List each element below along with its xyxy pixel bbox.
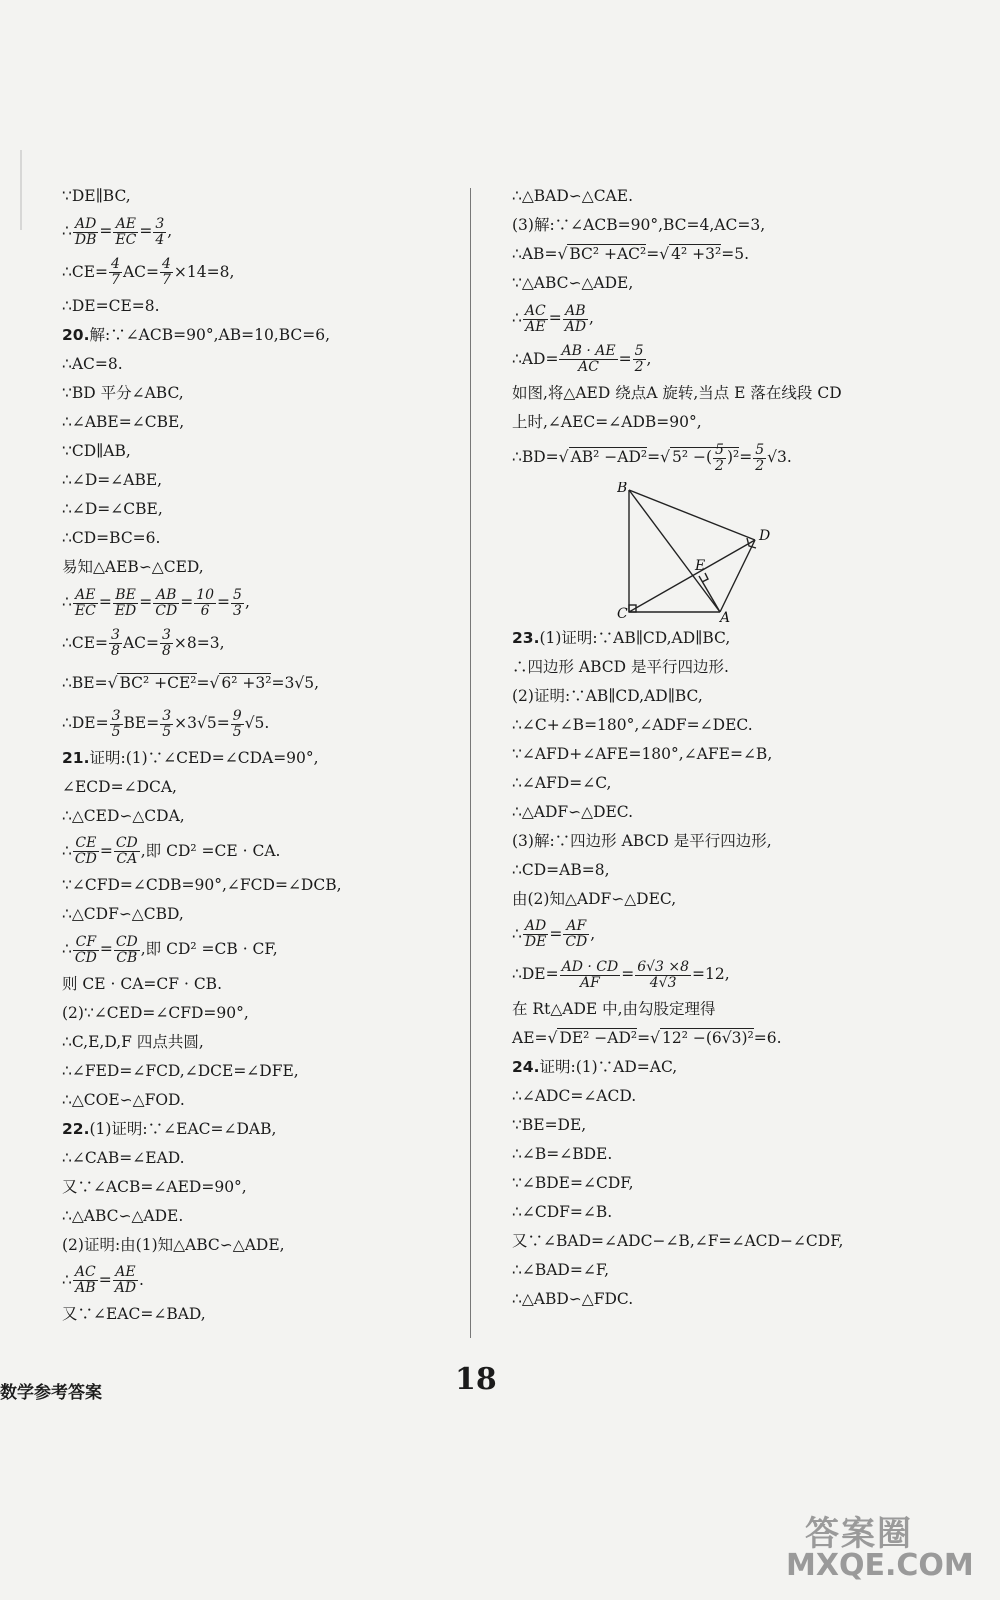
text-line: ∴△CDF∽△CBD, [62, 905, 184, 923]
text-line: ∵∠BDE=∠CDF, [512, 1173, 634, 1192]
sqrt-line: ∴BE=√ BC² +CE²=√ 6² +3²=3√5, [62, 674, 319, 692]
fraction-line: ∴ $\frac{CE}{CD}$ = $\frac{CD}{CA}$ ,即 CD² =CE · CA. [62, 835, 281, 867]
question-23-line: 23.(1)证明:∵AB∥CD,AD∥BC, [512, 628, 731, 647]
fraction-line: ∴ $\frac{AD}{DB}$ = $\frac{AE}{EC}$ = $\frac{3}{4}$ , [62, 215, 173, 248]
text-line: 在 Rt△ADE 中,由勾股定理得 [512, 999, 716, 1018]
text-line: ∴四边形 ABCD 是平行四边形. [512, 657, 729, 676]
watermark-logo: 答案圈 [805, 1514, 913, 1554]
text-line: (2)证明:∵AB∥CD,AD∥BC, [512, 686, 703, 705]
text-line: (3)解:∵∠ACB=90°,BC=4,AC=3, [512, 216, 766, 234]
text-line: ∴CD=BC=6. [62, 529, 161, 547]
label-c: C [617, 605, 628, 622]
text-line: 上时,∠AEC=∠ADB=90°, [512, 413, 702, 431]
text-line: ∴∠ABE=∠CBE, [62, 413, 185, 431]
text-line: 易知△AEB∽△CED, [62, 558, 204, 576]
sqrt-fraction-line: ∴BD=√ AB² −AD²=√ 5² −( $\frac{5}{2}$ )²= $\frac{5}{2}$ √3. [512, 441, 792, 474]
question-24-line: 24.证明:(1)∵AD=AC, [512, 1057, 678, 1076]
question-22-line: 22.(1)证明:∵∠EAC=∠DAB, [62, 1119, 277, 1138]
fraction-line: ∴ $\frac{AE}{EC}$ = $\frac{BE}{ED}$ = $\frac{AB}{CD}$ = $\frac{10}{6}$ = $\frac{5}{3}$ , [62, 586, 250, 619]
text-line: 则 CE · CA=CF · CB. [62, 974, 222, 993]
text-line: ∵BE=DE, [512, 1115, 587, 1134]
fraction-line: ∴CE= $\frac{4}{7}$ AC= $\frac{4}{7}$ ×14=8, [62, 256, 235, 288]
fraction: $\frac{AF}{CD}$ [565, 918, 588, 950]
text-line: ∴△CED∽△CDA, [62, 806, 185, 825]
label-b: B [617, 481, 628, 496]
sqrt-line: ∴AB=√ BC² +AC²=√ 4² +3²=5. [512, 245, 750, 263]
fraction-line: ∴DE= $\frac{3}{5}$ BE= $\frac{3}{5}$ ×3√5= $\frac{9}{5}$ √5. [62, 707, 270, 740]
text-line: 又∵∠EAC=∠BAD, [62, 1305, 206, 1323]
text-line: ∴△ADF∽△DEC. [512, 802, 634, 821]
fraction-line: ∴ $\frac{CF}{CD}$ = $\frac{CD}{CB}$ ,即 CD² =CB · CF, [62, 933, 278, 966]
footer-label: 数学参考答案 [0, 1383, 102, 1403]
label-a: A [720, 609, 731, 622]
fraction-line: ∴ $\frac{AC}{AB}$ = $\frac{AE}{AD}$ . [62, 1264, 144, 1296]
text-line: 由(2)知△ADF∽△DEC, [512, 889, 677, 908]
fraction: $\frac{5}{2}$ [755, 441, 765, 474]
fraction-line: ∴CE= $\frac{3}{8}$ AC= $\frac{3}{8}$ ×8=3, [62, 627, 225, 659]
fraction: $\frac{AB}{AD}$ [564, 302, 587, 335]
fraction: $\frac{CF}{CD}$ [74, 933, 97, 966]
text-line: ∴△BAD∽△CAE. [512, 187, 633, 205]
text-line: ∴∠D=∠ABE, [62, 471, 163, 489]
fraction: $\frac{AD}{DB}$ [74, 215, 97, 248]
fraction: $\frac{3}{5}$ [162, 707, 172, 740]
question-20-line: 20.解:∵∠ACB=90°,AB=10,BC=6, [62, 326, 331, 344]
text-line: ∴C,E,D,F 四点共圆, [62, 1032, 204, 1051]
fraction: $\frac{6√3 \times 8}{4√3}$ [637, 958, 690, 991]
fraction-line: ∴ $\frac{AD}{DE}$ = $\frac{AF}{CD}$ , [512, 918, 596, 950]
text-line: ∵∠CFD=∠CDB=90°,∠FCD=∠DCB, [62, 876, 342, 894]
text-line: 又∵∠ACB=∠AED=90°, [62, 1177, 247, 1196]
text-line: ∵DE∥BC, [62, 187, 131, 205]
left-column [62, 186, 462, 1333]
text-line: (3)解:∵四边形 ABCD 是平行四边形, [512, 831, 772, 850]
text-line: ∵CD∥AB, [62, 442, 131, 460]
label-e: E [695, 557, 706, 574]
fraction: $\frac{5}{2}$ [634, 343, 644, 375]
fraction: $\frac{CD}{CB}$ [115, 933, 138, 966]
text-line: ∴△ABC∽△ADE. [62, 1206, 184, 1225]
fraction: $\frac{CD}{CA}$ [115, 835, 138, 867]
watermark-url: MXQE.COM [786, 1548, 974, 1583]
text-line: (2)证明:由(1)知△ABC∽△ADE, [62, 1235, 285, 1254]
text-line: ∴△COE∽△FOD. [62, 1090, 185, 1109]
text-line: ∴∠CAB=∠EAD. [62, 1148, 185, 1167]
text-line: ∴∠ADC=∠ACD. [512, 1086, 637, 1105]
fraction: $\frac{AD}{DE}$ [524, 918, 547, 950]
fraction: $\frac{9}{5}$ [232, 707, 242, 740]
fraction: $\frac{AC}{AB}$ [74, 1264, 96, 1296]
text-line: ∴∠B=∠BDE. [512, 1144, 613, 1163]
fraction-line: ∴ $\frac{AC}{AE}$ = $\frac{AB}{AD}$ , [512, 302, 594, 335]
text-line: ∴∠C+∠B=180°,∠ADF=∠DEC. [512, 715, 753, 734]
fraction: $\frac{3}{8}$ [111, 627, 120, 659]
fraction: $\frac{10}{6}$ [196, 586, 215, 619]
fraction: $\frac{3}{5}$ [111, 707, 121, 740]
text-line: ∴∠AFD=∠C, [512, 773, 612, 792]
fraction: $\frac{BE}{ED}$ [114, 586, 137, 619]
text-line: ∴△ABD∽△FDC. [512, 1289, 634, 1308]
sqrt-line: AE=√ DE² −AD²=√ 12² −(6√3)²=6. [512, 1028, 782, 1047]
fraction: $\frac{4}{7}$ [111, 256, 120, 288]
fraction-line: ∴DE= $\frac{AD \cdot CD}{AF}$ = $\frac{6√3 \times 8}{4√3}$ =12, [512, 958, 730, 991]
column-divider [470, 188, 471, 1338]
question-21-line: 21.证明:(1)∵∠CED=∠CDA=90°, [62, 748, 319, 767]
text-line: ∴AC=8. [62, 355, 123, 373]
fraction: $\frac{3}{8}$ [162, 627, 171, 659]
geometry-figure [617, 482, 792, 622]
right-column [512, 186, 982, 1318]
segment-cd [629, 540, 755, 612]
text-line: ∴CD=AB=8, [512, 860, 610, 879]
text-line: 如图,将△AED 绕点A 旋转,当点 E 落在线段 CD [512, 384, 842, 402]
fraction: $\frac{CE}{CD}$ [74, 835, 97, 867]
scan-mark [20, 150, 22, 230]
label-d: D [759, 527, 771, 544]
text-line: ∴∠BAD=∠F, [512, 1260, 610, 1279]
text-line: ∵△ABC∽△ADE, [512, 274, 634, 292]
text-line: 又∵∠BAD=∠ADC−∠B,∠F=∠ACD−∠CDF, [512, 1231, 844, 1250]
page-number: 18 [455, 1362, 497, 1397]
fraction: $\frac{AD \cdot CD}{AF}$ [561, 958, 619, 991]
fraction: $\frac{AC}{AE}$ [524, 302, 546, 335]
fraction-line: ∴AD= $\frac{AB \cdot AE}{AC}$ = $\frac{5}{2}$ , [512, 343, 652, 375]
fraction: $\frac{5}{2}$ [715, 441, 724, 474]
text-line: ∵BD 平分∠ABC, [62, 384, 184, 402]
fraction: $\frac{4}{7}$ [162, 256, 171, 288]
right-angle-e [702, 573, 708, 582]
text-line: ∠ECD=∠DCA, [62, 777, 177, 796]
fraction: $\frac{AB \cdot AE}{AC}$ [561, 343, 616, 375]
fraction: $\frac{AE}{EC}$ [115, 215, 137, 248]
text-line: ∴∠CDF=∠B. [512, 1202, 613, 1221]
fraction: $\frac{AB}{CD}$ [155, 586, 178, 619]
fraction: $\frac{3}{4}$ [155, 215, 165, 248]
text-line: ∴∠FED=∠FCD,∠DCE=∠DFE, [62, 1061, 299, 1080]
text-line: ∴∠D=∠CBE, [62, 500, 163, 518]
fraction: $\frac{AE}{EC}$ [74, 586, 96, 619]
text-line: (2)∵∠CED=∠CFD=90°, [62, 1003, 249, 1022]
fraction: $\frac{5}{3}$ [233, 586, 242, 619]
text-line: ∵∠AFD+∠AFE=180°,∠AFE=∠B, [512, 744, 773, 763]
text-line: ∴DE=CE=8. [62, 297, 160, 315]
fraction: $\frac{AE}{AD}$ [114, 1264, 137, 1296]
